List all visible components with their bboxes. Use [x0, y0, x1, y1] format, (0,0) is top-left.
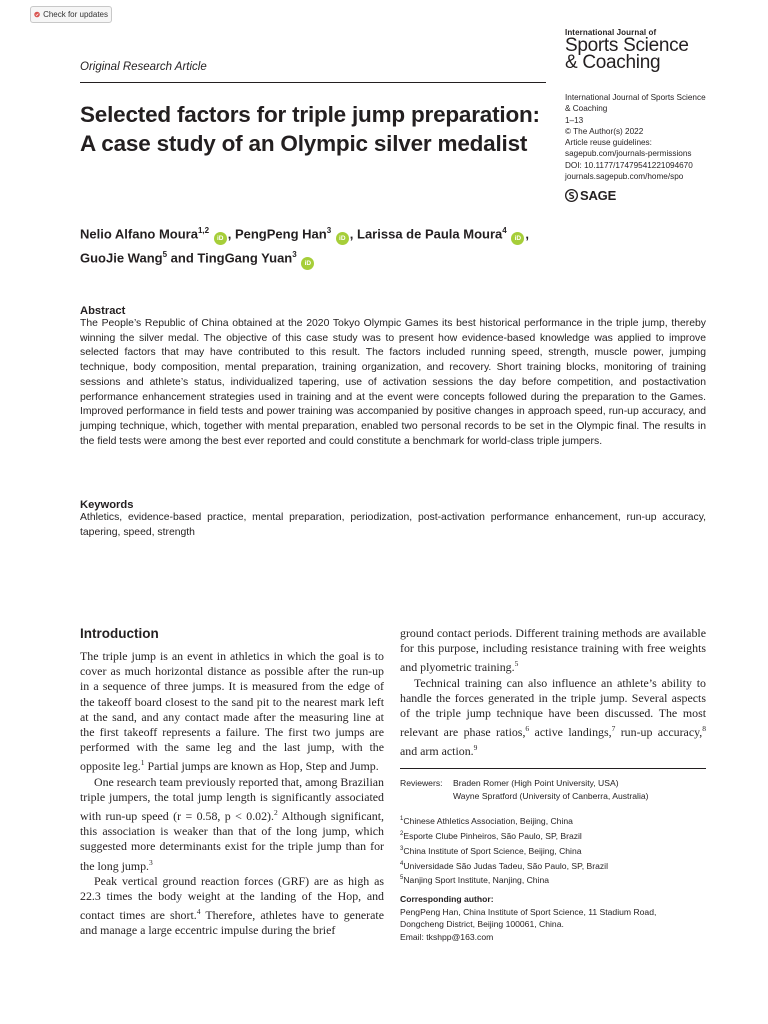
citation-ref[interactable]: 2	[274, 808, 278, 817]
reviewer-name: Braden Romer (High Point University, USA)	[453, 778, 619, 788]
journal-name-line2: Sports Science	[565, 35, 689, 56]
author-affil-sup: 3	[326, 226, 332, 235]
sage-logo	[565, 188, 616, 203]
orcid-icon[interactable]: iD	[214, 232, 227, 245]
corresponding-line: PengPeng Han, China Institute of Sport Science, 11 Stadium Road,	[400, 906, 657, 917]
affiliation-item	[400, 828, 706, 843]
corresponding-author-heading: Corresponding author:	[400, 894, 494, 904]
author-affil-sup: 4	[502, 226, 507, 235]
intro-right-column	[400, 626, 706, 760]
affiliation-text: China Institute of Sport Science, Beijing, China	[403, 845, 582, 856]
article-title: Selected factors for triple jump preparation: A case study of an Olympic silver medalist	[80, 102, 540, 156]
author-separator: ,	[525, 226, 529, 242]
affiliation-text: Esporte Clube Pinheiros, São Paulo, SP, Brazil	[403, 830, 582, 841]
author-list	[80, 221, 550, 270]
paragraph-text: Although significant, this association is weaker than that of the long jump, which suggested more determinants exist for the triple jump than for the long jump.	[80, 808, 384, 873]
meta-doi[interactable]: DOI: 10.1177/17479541221094670	[565, 160, 693, 170]
intro-paragraph	[400, 626, 706, 676]
intro-paragraph	[80, 874, 384, 939]
reviewer-name: Wayne Spratford (University of Canberra, Australia)	[453, 791, 649, 801]
author-name[interactable]: PengPeng Han	[234, 226, 327, 242]
journal-logo	[565, 28, 735, 71]
abstract-section	[80, 305, 706, 449]
author-affil-sup: 5	[162, 250, 168, 260]
author-name[interactable]: TingGang Yuan	[197, 250, 293, 266]
paragraph-text: The triple jump is an event in athletics in which the goal is to cover as much horizontal distance as possible after the run-up in a sequence of three jumps. It is measured from the edge of the takeoff board closest to the sand pit to the nearest mark left at the sand, and any contact made after the measuring line at the first takeoff represents a failure. The first two jumps are performed with the same leg and the last jump, with the opposite leg.	[80, 649, 384, 774]
intro-paragraph	[400, 676, 706, 760]
orcid-icon[interactable]: iD	[301, 257, 314, 270]
paragraph-text: Peak vertical ground reaction forces (GRF) are as high as 22.3 times the body weight at the landing of the Hop, and contact times are short.	[80, 873, 384, 923]
publisher-name: SAGE	[580, 188, 617, 203]
article-meta	[565, 92, 745, 182]
affiliation-num: 1	[400, 816, 404, 822]
affiliation-num: 3	[400, 845, 404, 852]
meta-line: © The Author(s) 2022	[565, 126, 644, 136]
check-for-updates-badge[interactable]	[30, 6, 112, 23]
abstract-text: The People’s Republic of China obtained at the 2020 Tokyo Olympic Games its best historical performance in the triple jump, thereby winning the silver medal. The objective of this case study was to present how evidence-based knowledge was applied to improve selected factors that may have contributed to this result. The factors included running speed, strength, muscle power, jumping technique, body composition, mental preparation, training organization, and recovery. Short training blocks, monitoring of training sessions and athlete’s status, individualized tapering, use of activation sessions the day before competition, and postactivation performance enhancement strategies used in training and at the event were concepts followed during the preparation to the Games. Improved performance in field tests and power training was accompanied by positive changes in approach speed, run-up accuracy, and jumping technique, which, together with mental preparation, enabled two personal records to be set in the Olympic final. The results in the field tests were among the best ever reported and could constitute a benchmark for world-class triple jumpers.	[80, 318, 706, 447]
affiliation-item	[400, 858, 706, 873]
affiliation-num: 2	[400, 830, 404, 837]
paragraph-text: Technical training can also influence an athlete’s ability to handle the forces generated in the triple jump. Several aspects of the triple jump technique have been discussed. The most relevant are phase ratios,	[400, 675, 706, 740]
sage-s-icon	[565, 189, 578, 202]
journal-name-line3: & Coaching	[565, 52, 661, 73]
citation-ref[interactable]: 9	[473, 743, 478, 753]
orcid-icon[interactable]: iD	[511, 232, 524, 245]
affiliation-item	[400, 813, 706, 828]
update-check-icon	[34, 9, 40, 20]
paragraph-text: run-up accuracy,	[615, 725, 703, 740]
citation-ref[interactable]: 4	[196, 907, 201, 917]
paragraph-text: Therefore, athletes have to generate and manage a large eccentric impulse during the brief	[80, 908, 384, 938]
footnote-divider	[400, 768, 706, 769]
author-separator: and	[167, 250, 198, 266]
affiliations-block	[400, 813, 706, 887]
article-type: Original Research Article	[80, 61, 207, 73]
keywords-text: Athletics, evidence-based practice, mental preparation, periodization, post-activation performance enhancement, run-up accuracy, tapering, speed, strength	[80, 512, 706, 538]
paragraph-text: ground contact periods. Different training methods are available for this purpose, including resistance training with free weights and plyometric training.	[400, 626, 706, 675]
author-affil-sup: 3	[292, 250, 297, 260]
intro-paragraph	[80, 775, 384, 874]
author-affil-sup: 1,2	[197, 226, 210, 235]
paragraph-text: Partial jumps are known as Hop, Step and Jump.	[144, 759, 379, 774]
affiliation-text: Chinese Athletics Association, Beijing, China	[403, 815, 573, 826]
citation-ref[interactable]: 5	[514, 659, 519, 669]
affiliation-text: Universidade São Judas Tadeu, São Paulo, SP, Brazil	[403, 860, 608, 871]
keywords-heading: Keywords	[80, 499, 134, 511]
paragraph-text: One research team previously reported that, among Brazilian triple jumpers, the total jump length is significantly associated with run-up speed (r = 0.58, p < 0.02).	[80, 774, 384, 823]
keywords-section	[80, 499, 706, 540]
affiliation-num: 4	[400, 860, 404, 867]
corresponding-author-block	[400, 893, 706, 943]
author-name[interactable]: GuoJie Wang	[80, 250, 163, 266]
journal-name-line1: International Journal of	[565, 28, 657, 37]
meta-line: Article reuse guidelines:	[565, 138, 652, 148]
intro-left-column	[80, 626, 384, 939]
affiliation-item	[400, 872, 706, 887]
author-separator: ,	[227, 226, 235, 242]
meta-link[interactable]: sagepub.com/journals-permissions	[565, 149, 692, 159]
orcid-icon[interactable]: iD	[336, 232, 349, 245]
citation-ref[interactable]: 1	[140, 758, 145, 768]
check-for-updates-label: Check for updates	[43, 10, 108, 19]
abstract-heading: Abstract	[80, 305, 126, 317]
meta-line: International Journal of Sports Science	[565, 93, 706, 102]
intro-paragraph	[80, 649, 384, 775]
corresponding-email[interactable]: Email: tkshpp@163.com	[400, 931, 494, 942]
meta-line: & Coaching	[565, 104, 608, 114]
corresponding-line: Dongcheng District, Beijing 100061, China.	[400, 919, 564, 929]
header-divider	[80, 82, 546, 83]
meta-link[interactable]: journals.sagepub.com/home/spo	[565, 172, 684, 182]
author-name[interactable]: Larissa de Paula Moura	[357, 226, 503, 242]
citation-ref[interactable]: 6	[525, 724, 530, 734]
meta-line: 1–13	[565, 115, 584, 125]
affiliation-item	[400, 843, 706, 858]
reviewers-label: Reviewers:	[400, 778, 443, 788]
paragraph-text: and arm action.	[400, 744, 474, 759]
reviewers-block	[400, 777, 706, 803]
paragraph-text: active landings,	[529, 725, 612, 740]
introduction-heading: Introduction	[80, 626, 159, 641]
citation-ref[interactable]: 8	[702, 724, 706, 734]
author-separator: ,	[349, 226, 358, 242]
citation-ref[interactable]: 7	[611, 724, 616, 734]
affiliation-text: Nanjing Sport Institute, Nanjing, China	[403, 875, 550, 886]
citation-ref[interactable]: 3	[149, 857, 153, 867]
affiliation-num: 5	[400, 875, 404, 882]
author-name[interactable]: Nelio Alfano Moura	[80, 226, 198, 242]
